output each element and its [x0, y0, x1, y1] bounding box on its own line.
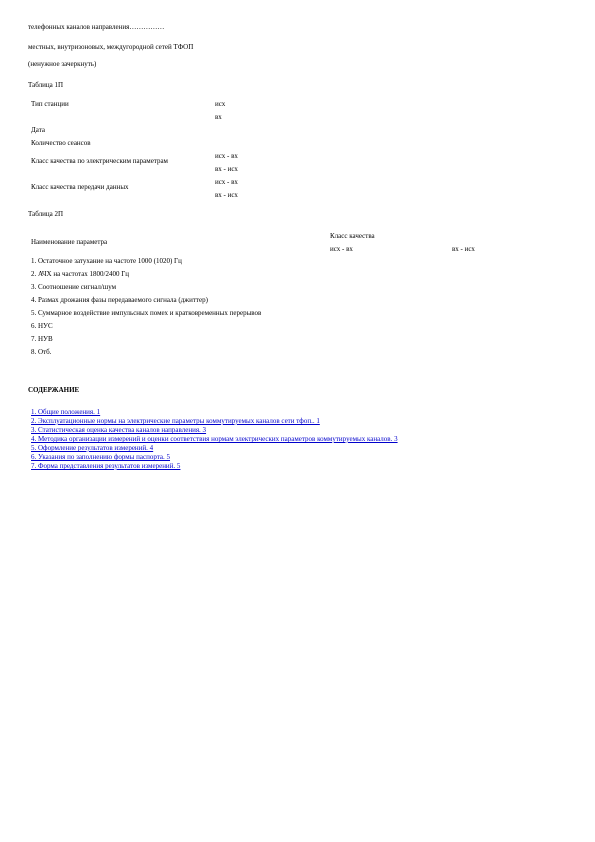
param-row: 5. Суммарное воздействие импульсных помех и кратковременных перерывов: [31, 309, 262, 317]
param-row: 2. АЧХ на частотах 1800/2400 Гц: [31, 270, 130, 278]
param-row: 3. Соотношение сигнал/шум: [31, 283, 117, 291]
table-2p-caption: Таблица 2П: [28, 210, 63, 218]
header-line-networks: местных, внутризоновых, междугородной сетей ТФОП: [28, 43, 194, 51]
header-line-channels: телефонных каналов направления……………: [28, 23, 165, 31]
station-type-out: исх: [215, 100, 226, 108]
param-row: 6. НУС: [31, 322, 53, 330]
station-type-label: Тип станции: [31, 100, 69, 108]
data-in-out: вх - исх: [215, 191, 238, 199]
table-1p-caption: Таблица 1П: [28, 81, 63, 89]
header-line-note: (ненужное зачеркнуть): [28, 60, 97, 68]
toc-link[interactable]: 3. Статистическая оценка качества каналов направления. 3: [31, 426, 207, 434]
col-in-out: вх - исх: [452, 245, 475, 253]
date-label: Дата: [31, 126, 45, 134]
toc-title: СОДЕРЖАНИЕ: [28, 386, 80, 394]
toc-link[interactable]: 2. Эксплуатационные нормы на электрические параметры коммутируемых каналов сети тфоп.. 1: [31, 417, 320, 425]
param-row: 4. Размах дрожания фазы передаваемого сигнала (джиттер): [31, 296, 208, 304]
param-header: Наименование параметра: [31, 238, 108, 246]
toc-link[interactable]: 4. Методика организации измерений и оценки соответствия нормам электрических параметров коммутируемых каналов. 3: [31, 435, 398, 443]
quality-data-label: Класс качества передачи данных: [31, 183, 129, 191]
param-row: 8. Отб.: [31, 348, 52, 356]
data-out-in: исх - вх: [215, 178, 238, 186]
toc-link[interactable]: 5. Оформление результатов измерений. 4: [31, 444, 154, 452]
param-row: 7. НУВ: [31, 335, 53, 343]
quality-electric-label: Класс качества по электрическим параметрам: [31, 157, 168, 165]
param-row: 1. Остаточное затухание на частоте 1000 (1020) Гц: [31, 257, 182, 265]
class-header: Класс качества: [330, 232, 375, 240]
toc-link[interactable]: 1. Общие положения. 1: [31, 408, 101, 416]
toc-link[interactable]: 6. Указания по заполнению формы паспорта. 5: [31, 453, 171, 461]
toc-link[interactable]: 7. Форма представления результатов измерений. 5: [31, 462, 181, 470]
station-type-in: вх: [215, 113, 222, 121]
electric-in-out: вх - исх: [215, 165, 238, 173]
sessions-label: Количество сеансов: [31, 139, 91, 147]
electric-out-in: исх - вх: [215, 152, 238, 160]
col-out-in: исх - вх: [330, 245, 353, 253]
